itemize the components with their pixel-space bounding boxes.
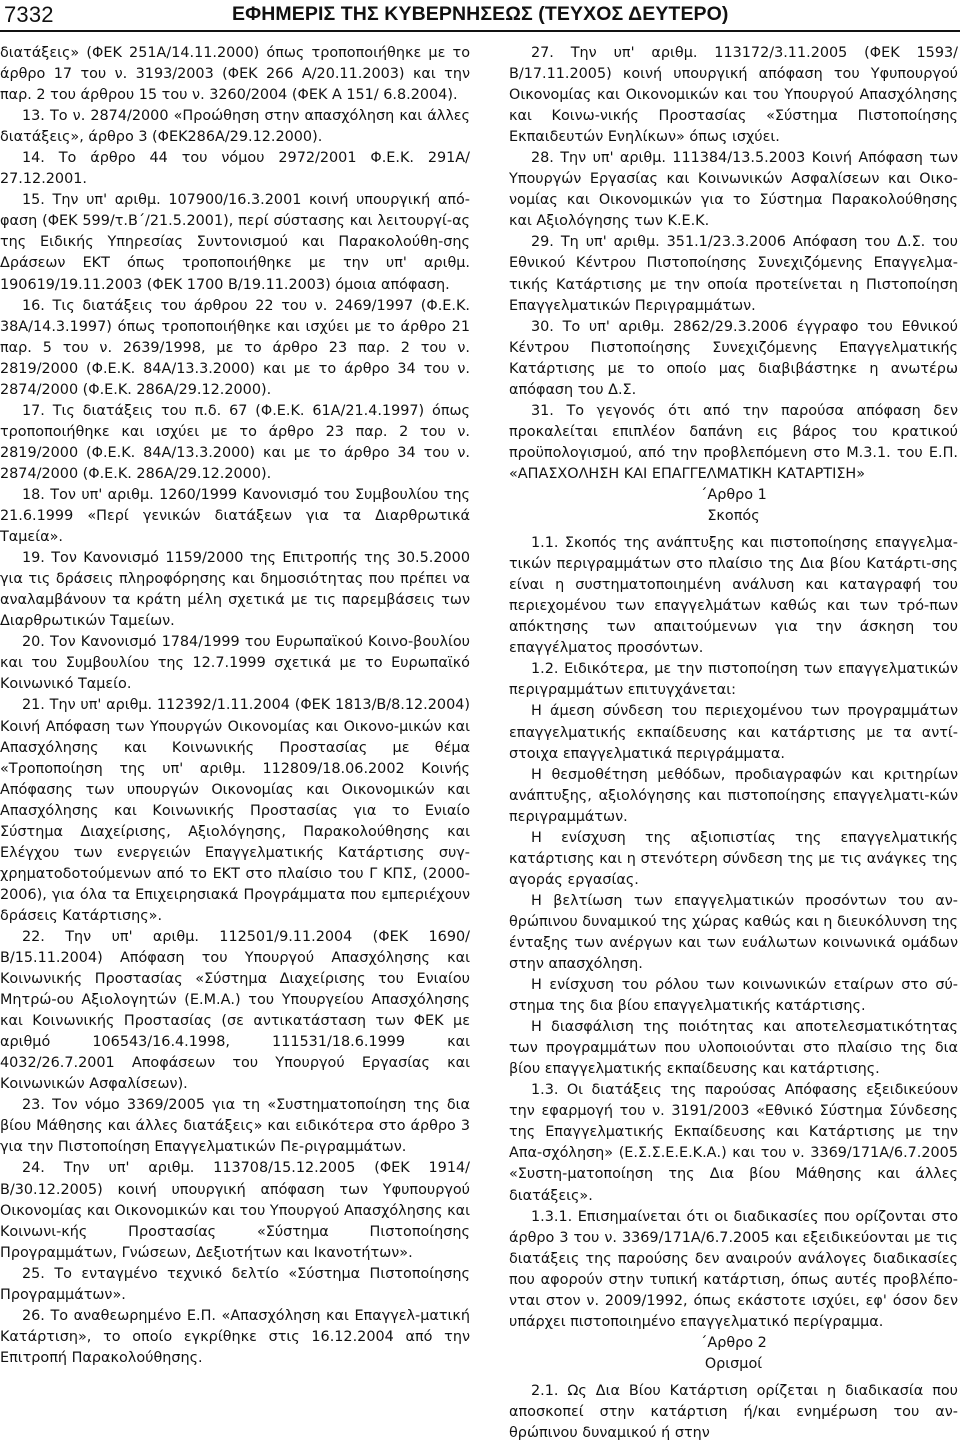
- paragraph-bullet: Η διασφάλιση της ποιότητας και αποτελεσματικότητας των προγραμμάτων που υλοποιούνται στο πλαίσιο της δια βίου επαγγελματικής εκπαίδευσης και κατάρτισης.: [509, 1019, 958, 1078]
- article-2-title: Ορισμοί: [704, 1355, 763, 1372]
- paragraph-item-28: 28. Την υπ' αριθμ. 111384/13.5.2003 Κοινή Απόφαση των Υπουργών Εργασίας και Κοινωνικών Ασφαλίσεων και Οικο-νομίας και Οικονομικών για το Σύστημα Παρακολούθησης και Αξιολόγησης των Κ.Ε.Κ.: [509, 150, 958, 230]
- paragraph-item-26: 26. Το αναθεωρημένο Ε.Π. «Απασχόληση και Επαγγελ-ματική Κατάρτιση», το οποίο εγκρίθηκε στις 16.12.2004 από την Επιτροπή Παρακολούθησης.: [0, 1307, 470, 1366]
- paragraph-item-16: 16. Τις διατάξεις του άρθρου 22 του ν. 2469/1997 (Φ.Ε.Κ. 38Α/14.3.1997) όπως τροποποιήθηκε και ισχύει με το άρθρο 21 παρ. 5 του ν. 2639/1998, με το άρθρο 23 παρ. 2 του ν. 2819/2000 (Φ.Ε.Κ. 84Α/13.3.2000) και με το άρθρο 34 του ν. 2874/2000 (Φ.Ε.Κ. 286Α/29.12.2000).: [0, 297, 470, 398]
- page-header: [0, 0, 960, 34]
- paragraph-item-13: 13. Το ν. 2874/2000 «Προώθηση στην απασχόληση και άλλες διατάξεις», άρθρο 3 (ΦΕΚ286Α/29.12.2000).: [0, 108, 470, 146]
- article-1-heading: ΄Αρθρο 1: [700, 486, 767, 503]
- paragraph-bullet: Η θεσμοθέτηση μεθόδων, προδιαγραφών και κριτηρίων ανάπτυξης, αξιολόγησης και πιστοποίησης επαγγελματι-κών περιγραμμάτων.: [509, 766, 958, 825]
- paragraph-item-30: 30. Το υπ' αριθμ. 2862/29.3.2006 έγγραφο του Εθνικού Κέντρου Πιστοποίησης Συνεχιζόμενης Επαγγελματικής Κατάρτισης με το οποίο μας διαβιβάστηκε η ανωτέρω απόφαση του Δ.Σ.: [509, 318, 958, 398]
- paragraph-1-3: 1.3. Οι διατάξεις της παρούσας Απόφασης εξειδικεύουν την εφαρμογή του ν. 3191/2003 «Εθνικό Σύστημα Σύνδεσης της Επαγγελματικής Εκπαίδευσης και Κατάρτισης με την Απα-σχόληση» (Ε.Σ.Σ.Ε.Ε.Κ.Α.) και του ν. 3369/171Α/6.7.2005 «Συστη-ματοποίηση της Δια βίου Μάθησης και άλλες διατάξεις».: [509, 1082, 958, 1204]
- paragraph-1-2: 1.2. Ειδικότερα, με την πιστοποίηση των επαγγελματικών περιγραμμάτων επιτυγχάνεται:: [509, 661, 958, 699]
- left-column: [0, 43, 470, 1369]
- paragraph-bullet: Η ενίσχυση του ρόλου των κοινωνικών εταίρων στο σύ-στημα της δια βίου επαγγελματικής κατάρτισης.: [509, 977, 958, 1015]
- paragraph-item-15: 15. Την υπ' αριθμ. 107900/16.3.2001 κοινή υπουργική από-φαση (ΦΕΚ 599/τ.Β΄/21.5.2001), περί σύστασης και λειτουργί-ας της Ειδικής Υπηρεσίας Συντονισμού και Παρακολούθη-σης Δράσεων ΕΚΤ όπως τροποποιήθηκε με την υπ' αριθμ. 190619/19.11.2003 (ΦΕΚ 1700 Β/19.11.2003) όμοια απόφαση.: [0, 192, 470, 293]
- paragraph-item-17: 17. Τις διατάξεις του π.δ. 67 (Φ.Ε.Κ. 61Α/21.4.1997) όπως τροποποιήθηκε και ισχύει με το άρθρο 23 παρ. 2 του ν. 2819/2000 (Φ.Ε.Κ. 84Α/13.3.2000) και με το άρθρο 34 του ν. 2874/2000 (Φ.Ε.Κ. 286Α/29.12.2000).: [0, 402, 470, 482]
- paragraph-1-1: 1.1. Σκοπός της ανάπτυξης και πιστοποίησης επαγγελμα-τικών περιγραμμάτων στο πλαίσιο της Δια βίου Κατάρτι-σης είναι η συστηματοποιημένη ανάλυση και καταγραφή του περιεχομένου των επαγγελμάτων καθώς και των τρό-πων απόκτησης των απαιτούμενων για την άσκηση του επαγγέλματος προσόντων.: [509, 535, 958, 657]
- right-column: [509, 43, 958, 1444]
- paragraph-item-21: 21. Την υπ' αριθμ. 112392/1.11.2004 (ΦΕΚ 1813/Β/8.12.2004) Κοινή Απόφαση των Υπουργών Οικονομίας και Οικονο-μικών και Απασχόλησης και Κοινωνικής Προστασίας με θέμα «Τροποποίηση της υπ' αριθμ. 112809/18.06.2002 Κοινής Απόφασης των υπουργών Οικονομίας και Οικονομικών και Απασχόλησης και Κοινωνικής Προστασίας για το Ενιαίο Σύστημα Διαχείρισης, Αξιολόγησης, Παρακολούθησης και Ελέγχου των ενεργειών Επαγγελματικής Κατάρτισης συγ-χρηματοδοτούμενων από το ΕΚΤ στο πλαίσιο του Γ ΚΠΣ, (2000-2006), για όλα τα Επιχειρησιακά Προγράμματα που εμπεριέχουν δράσεις Κατάρτισης».: [0, 697, 470, 924]
- paragraph-2-1: 2.1. Ως Δια Βίου Κατάρτιση ορίζεται η διαδικασία που αποσκοπεί στην κατάρτιση ή/και ενημέρωση του αν-θρώπινου δυναμικού ή στην: [509, 1382, 958, 1442]
- paragraph-item-24: 24. Την υπ' αριθμ. 113708/15.12.2005 (ΦΕΚ 1914/Β/30.12.2005) κοινή υπουργική απόφαση των Υφυπουργού Οικονομίας και Οικονομικών και του Υπουργού Απασχόλησης και Κοινωνι-κής Προστασίας «Σύστημα Πιστοποίησης Προγραμμάτων, Γνώσεων, Δεξιοτήτων και Ικανοτήτων».: [0, 1160, 470, 1261]
- paragraph: διατάξεις» (ΦΕΚ 251Α/14.11.2000) όπως τροποποιήθηκε με το άρθρο 17 του ν. 3193/2003 (ΦΕΚ 266 Α/20.11.2003) και την παρ. 2 του άρθρου 15 του ν. 3260/2004 (ΦΕΚ Α 151/ 6.8.2004).: [0, 45, 470, 104]
- paragraph-item-18: 18. Τον υπ' αριθμ. 1260/1999 Κανονισμό του Συμβουλίου της 21.6.1999 «Περί γενικών διατάξεων για τα Διαρθρωτικά Ταμεία».: [0, 486, 470, 546]
- paragraph-item-22: 22. Την υπ' αριθμ. 112501/9.11.2004 (ΦΕΚ 1690/Β/15.11.2004) Απόφαση του Υπουργού Απασχόλησης και Κοινωνικής Προστασίας «Σύστημα Διαχείρισης του Ενιαίου Μητρώ-ου Αξιολογητών (Ε.Μ.Α.) του Υπουργείου Απασχόλησης και Κοινωνικής Προστασίας (σε αντικατάσταση των ΦΕΚ με αριθμό 106543/16.4.1998, 111531/18.6.1999 και 4032/26.7.2001 Αποφάσεων του Υπουργού Εργασίας και Κοινωνικών Ασφαλίσεων).: [0, 928, 470, 1093]
- article-1-title: Σκοπός: [707, 508, 760, 525]
- paragraph-item-29: 29. Τη υπ' αριθμ. 351.1/23.3.2006 Απόφαση του Δ.Σ. του Εθνικού Κέντρου Πιστοποίησης Συνεχιζόμενης Επαγγελμα-τικής Κατάρτισης με την οποία προτείνεται η Πιστοποίηση Επαγγελματικών Περιγραμμάτων.: [509, 234, 958, 314]
- paragraph-item-31: 31. Το γεγονός ότι από την παρούσα απόφαση δεν προκαλείται επιπλέον δαπάνη εις βάρος του κρατικού προϋπολογισμού, από την προβλεπόμενη στο Μ.3.1. του Ε.Π. «ΑΠΑΣΧΟΛΗΣΗ ΚΑΙ ΕΠΑΓΓΕΛΜΑΤΙΚΗ ΚΑΤΑΡΤΙΣΗ»: [509, 402, 958, 482]
- paragraph-item-20: 20. Τον Κανονισμό 1784/1999 του Ευρωπαϊκού Κοινο-βουλίου και του Συμβουλίου της 12.7.1999 σχετικά με το Ευρωπαϊκό Κοινωνικό Ταμείο.: [0, 634, 470, 693]
- paragraph-item-14: 14. Το άρθρο 44 του νόμου 2972/2001 Φ.Ε.Κ. 291Α/ 27.12.2001.: [0, 150, 470, 188]
- page-number: 7332: [4, 2, 54, 27]
- paragraph-item-25: 25. Το ενταγμένο τεχνικό δελτίο «Σύστημα Πιστοποίησης Προγραμμάτων».: [0, 1265, 470, 1303]
- header-rule: [0, 30, 960, 32]
- paragraph-bullet: Η ενίσχυση της αξιοπιστίας της επαγγελματικής κατάρτισης και η στενότερη σύνδεση της με τις ανάγκες της αγοράς εργασίας.: [509, 829, 958, 888]
- article-2-heading: ΄Αρθρο 2: [700, 1334, 767, 1351]
- paragraph-item-27: 27. Την υπ' αριθμ. 113172/3.11.2005 (ΦΕΚ 1593/Β/17.11.2005) κοινή υπουργική απόφαση του Υφυπουργού Οικονομίας και Οικονομικών και του Υπουργού Απασχόλησης και Κοινω-νικής Προστασίας «Σύστημα Πιστοποίησης Εκπαιδευτών Ενηλίκων» όπως ισχύει.: [509, 45, 958, 146]
- paragraph-1-3-1: 1.3.1. Επισημαίνεται ότι οι διαδικασίες που ορίζονται στο άρθρο 3 του ν. 3369/171Α/6.7.2005 και εξειδικεύονται με τις διατάξεις της παρούσης δεν αναιρούν ανάλογες διαδικασίες που αφορούν στην τυπική κατάρτιση, όπως αυτές προβλέπο-νται στον ν. 2009/1992, όπως εκάστοτε ισχύει, εφ' όσον δεν υπάρχει πιστοποιημένο επαγγελματικό περίγραμμα.: [509, 1208, 958, 1330]
- gazette-title: ΕΦΗΜΕΡΙΣ ΤΗΣ ΚΥΒΕΡΝΗΣΕΩΣ (ΤΕΥΧΟΣ ΔΕΥΤΕΡΟ): [232, 3, 729, 25]
- paragraph-bullet: Η βελτίωση των επαγγελματικών προσόντων του αν-θρώπινου δυναμικού της χώρας καθώς και η διευκόλυνση της ένταξης των ανέργων και των ευάλωτων κοινωνικά ομάδων στην απασχόληση.: [509, 892, 958, 973]
- paragraph-bullet: Η άμεση σύνδεση του περιεχομένου των προγραμμάτων επαγγελματικής εκπαίδευσης και κατάρτισης με τα αντί-στοιχα επαγγελματικά περιγράμματα.: [509, 703, 958, 762]
- paragraph-item-19: 19. Τον Κανονισμό 1159/2000 της Επιτροπής της 30.5.2000 για τις δράσεις πληροφόρησης και δημοσιότητας που πρέπει να αναλαμβάνουν τα κράτη μέλη σχετικά με τις παρεμβάσεις των Διαρθρωτικών Ταμείων.: [0, 550, 470, 630]
- paragraph-item-23: 23. Τον νόμο 3369/2005 για τη «Συστηματοποίηση της δια βίου Μάθησης και άλλες διατάξεις» και ειδικότερα στο άρθρο 3 για την Πιστοποίηση Επαγγελματικών Πε-ριγραμμάτων.: [0, 1097, 470, 1156]
